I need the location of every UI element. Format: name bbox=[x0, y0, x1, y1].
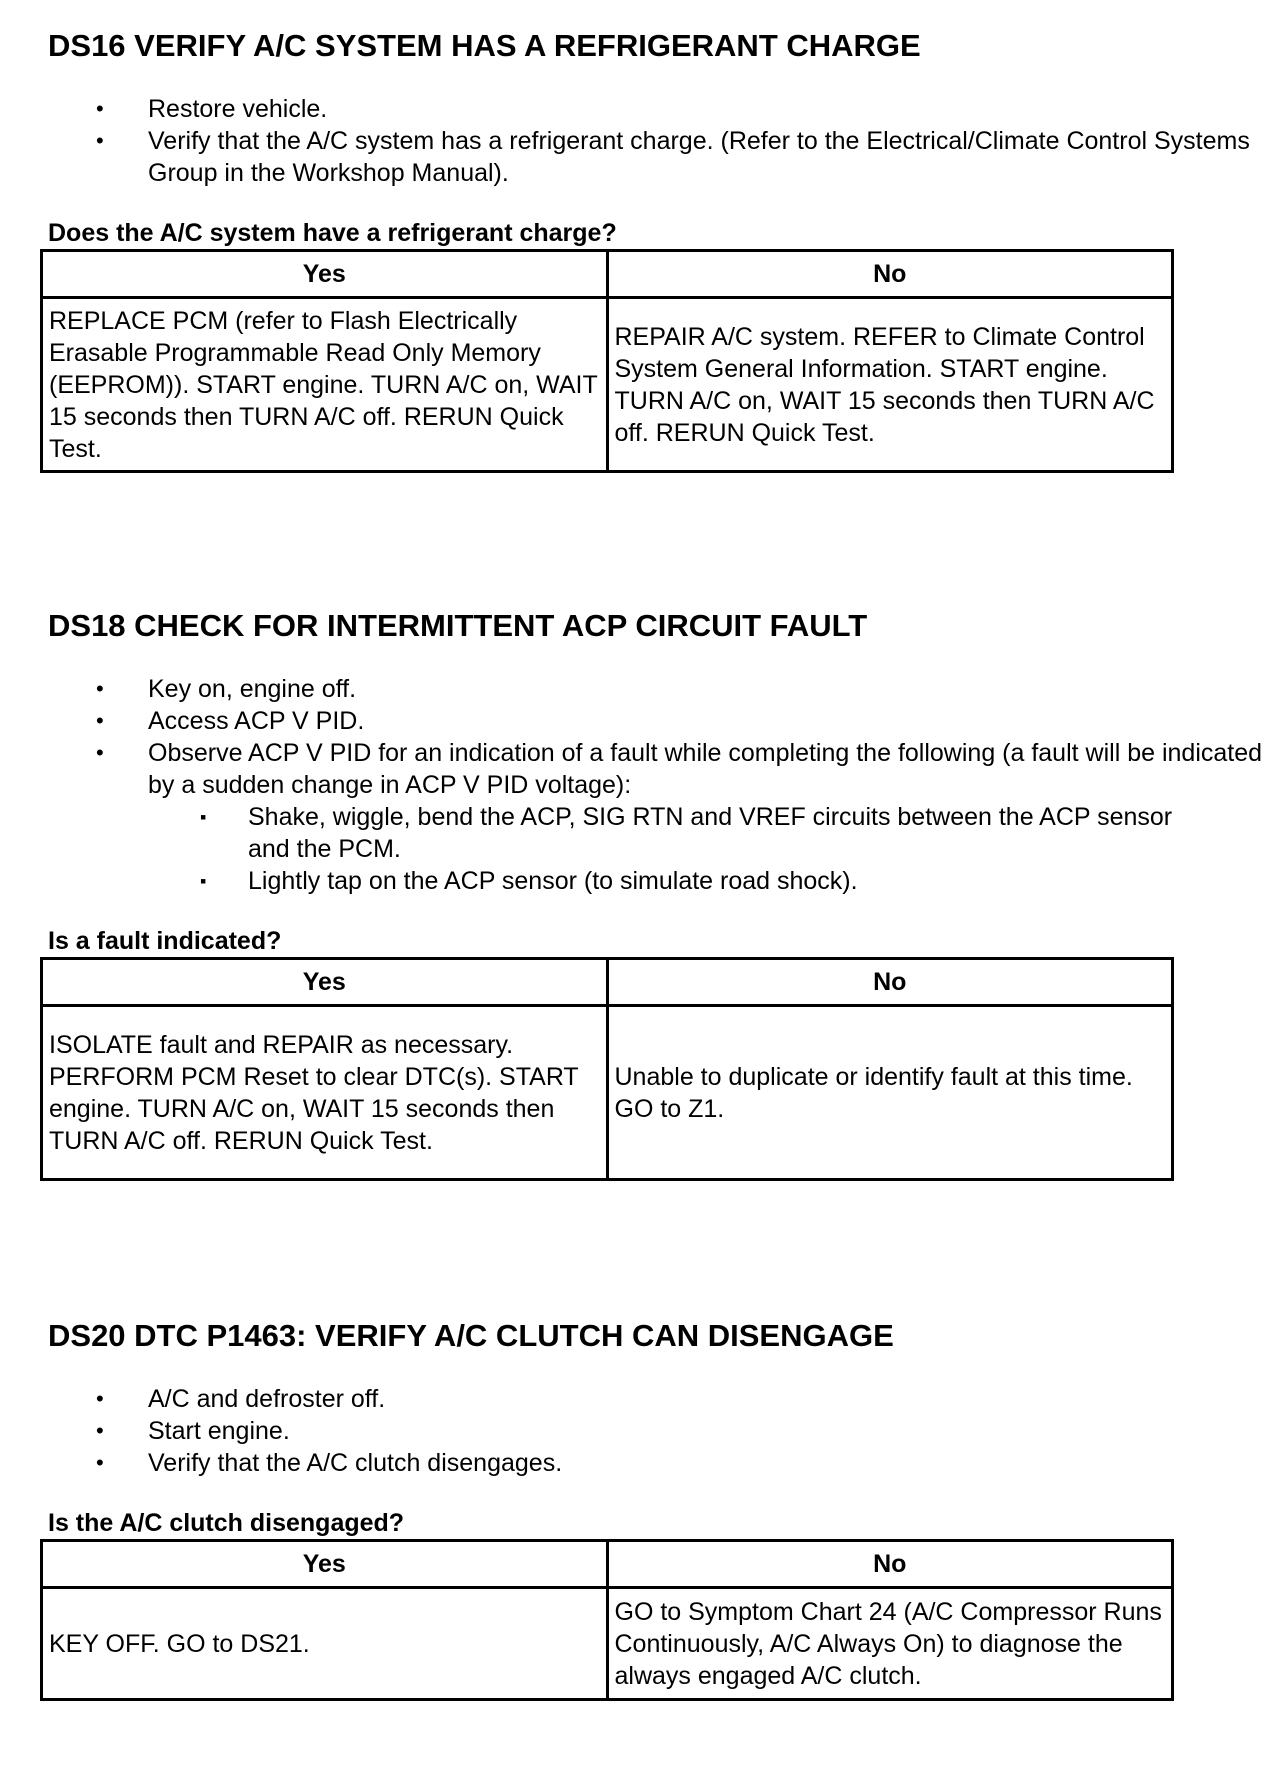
step-list bbox=[48, 673, 1263, 801]
yes-header: Yes bbox=[42, 1541, 608, 1588]
yes-header: Yes bbox=[42, 251, 608, 298]
no-header: No bbox=[607, 959, 1173, 1006]
section-title: DS16 VERIFY A/C SYSTEM HAS A REFRIGERANT CHARGE bbox=[48, 28, 921, 63]
step-item: • A/C and defroster off. bbox=[48, 1383, 1264, 1415]
yes-action: REPLACE PCM (refer to Flash Electrically Erasable Programmable Read Only Memory (EEPROM)). START engine. TURN A/C on, WAIT 15 seconds then TURN A/C off. RERUN Quick Test. bbox=[42, 298, 608, 472]
sub-step-item: ▪ Shake, wiggle, bend the ACP, SIG RTN and VREF circuits between the ACP sensor and the PCM. bbox=[148, 801, 1208, 865]
step-item: • Access ACP V PID. bbox=[48, 705, 1264, 737]
no-action: GO to Symptom Chart 24 (A/C Compressor Runs Continuously, A/C Always On) to diagnose the always engaged A/C clutch. bbox=[607, 1588, 1173, 1700]
no-action: Unable to duplicate or identify fault at this time. GO to Z1. bbox=[607, 1006, 1173, 1180]
step-list bbox=[48, 93, 1248, 189]
sub-step-item: ▪ Lightly tap on the ACP sensor (to simulate road shock). bbox=[148, 865, 1208, 897]
section-ds16 bbox=[48, 26, 1248, 473]
section-title: DS20 DTC P1463: VERIFY A/C CLUTCH CAN DISENGAGE bbox=[48, 1318, 894, 1353]
step-item: • Verify that the A/C system has a refrigerant charge. (Refer to the Electrical/Climate Control Systems Group in the Workshop Manual). bbox=[48, 125, 1264, 189]
answer-table bbox=[40, 249, 1174, 473]
answer-table bbox=[40, 957, 1174, 1181]
yes-action: ISOLATE fault and REPAIR as necessary. PERFORM PCM Reset to clear DTC(s). START engine. TURN A/C on, WAIT 15 seconds then TURN A/C off. RERUN Quick Test. bbox=[42, 1006, 608, 1180]
question: Does the A/C system have a refrigerant charge? bbox=[48, 219, 617, 247]
section-title: DS18 CHECK FOR INTERMITTENT ACP CIRCUIT FAULT bbox=[48, 608, 868, 643]
sub-step-list bbox=[148, 801, 1248, 897]
step-item: • Verify that the A/C clutch disengages. bbox=[48, 1447, 1264, 1479]
no-action: REPAIR A/C system. REFER to Climate Control System General Information. START engine. TURN A/C on, WAIT 15 seconds then TURN A/C off. RERUN Quick Test. bbox=[607, 298, 1173, 472]
section-ds18 bbox=[48, 606, 1263, 1181]
no-header: No bbox=[607, 1541, 1173, 1588]
question: Is the A/C clutch disengaged? bbox=[48, 1509, 405, 1537]
yes-header: Yes bbox=[42, 959, 608, 1006]
section-ds20 bbox=[48, 1316, 1248, 1701]
question: Is a fault indicated? bbox=[48, 927, 282, 955]
step-item: • Observe ACP V PID for an indication of a fault while completing the following (a fault will be indicated by a sudden change in ACP V PID voltage): bbox=[48, 737, 1264, 801]
step-item: • Restore vehicle. bbox=[48, 93, 1264, 125]
no-header: No bbox=[607, 251, 1173, 298]
yes-action: KEY OFF. GO to DS21. bbox=[42, 1588, 608, 1700]
step-item: • Key on, engine off. bbox=[48, 673, 1264, 705]
step-list bbox=[48, 1383, 1248, 1479]
step-item: • Start engine. bbox=[48, 1415, 1264, 1447]
answer-table bbox=[40, 1539, 1174, 1701]
